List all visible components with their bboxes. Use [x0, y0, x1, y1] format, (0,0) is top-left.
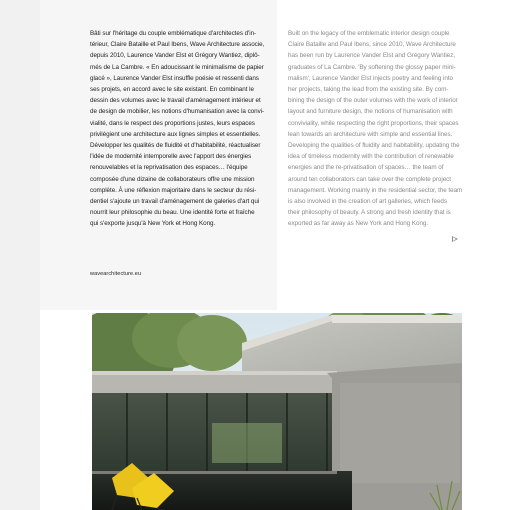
text-line: Bâti sur l'héritage du couple emblématique d'architectes d'in-: [90, 30, 257, 37]
text-line: conviviality, while respecting the right proportions, their spaces: [288, 119, 459, 127]
text-line: ses projets, en accord avec le site existant. En combinant le: [90, 86, 254, 94]
text-line: layout and furniture design, the notions of humanisation with: [288, 108, 453, 116]
text-line: Développer les qualités de fluidité et d'habitabilité, réactualiser: [90, 142, 261, 150]
text-line: nourrit leur philosophie du beau. Une identité forte et fraîche: [90, 209, 255, 217]
text-line: privilégient une architecture aux lignes simples et essentielles.: [90, 130, 261, 138]
text-line: their philosophy of beauty. A strong and fresh identity that is: [288, 209, 451, 217]
text-line: complète. À une réflexion majoritaire dans le secteur du rési-: [90, 186, 257, 194]
text-line: energies and the re-privatisation of spaces… the team of: [288, 164, 444, 172]
text-line: vialité, dans le respect des proportions justes, leurs espaces: [90, 119, 255, 127]
text-line: is also involved in the creation of art galleries, which feeds: [288, 198, 447, 206]
text-line: exported as far away as New York and Hong Kong.: [288, 220, 429, 228]
text-line: Claire Bataille and Paul Ibens, since 2010, Wave Architecture: [288, 41, 456, 49]
text-line: idea of timeless modernity with the contribution of renewable: [288, 153, 454, 161]
text-line: Built on the legacy of the emblematic interior design couple: [288, 30, 450, 37]
french-text-column: [90, 28, 272, 230]
text-line: de design de mobilier, les notions d'humanisation avec la convi-: [90, 108, 265, 116]
text-line: composée d'une dizaine de collaborateurs offre une mission: [90, 175, 255, 183]
text-line: malism', Laurence Vander Elst injects poetry and feeling into: [288, 74, 453, 82]
english-paragraph: [288, 28, 466, 230]
english-text-column: [288, 28, 466, 230]
garden-reflection: [212, 423, 282, 463]
text-line: dentiel s'ajoute un travail d'aménagement de galeries d'art qui: [90, 198, 260, 206]
text-line: qui s'exporte jusqu'à New York et Hong Kong.: [90, 220, 216, 228]
house-photo: [92, 313, 462, 510]
text-line: around ten collaborators can take over the complete project: [288, 175, 451, 183]
text-line: depuis 2010, Laurence Vander Elst et Grégory Wantiez, diplô-: [90, 52, 260, 60]
end-of-article-arrow-icon: [452, 236, 458, 242]
text-line: dessin des volumes avec le travail d'aménagement intérieur et: [90, 97, 261, 105]
text-line: térieur, Claire Bataille et Paul Ibens, Wave Architecture associe,: [90, 41, 265, 49]
house-illustration: [92, 313, 462, 510]
text-line: bining the design of the outer volumes with the work of interior: [288, 97, 458, 105]
text-line: lean towards an architecture with simple and essential lines.: [288, 130, 453, 138]
french-paragraph: [90, 28, 272, 230]
text-line: més de La Cambre. « En adoucissant le minimalisme de papier: [90, 63, 264, 71]
text-line: management. Working mainly in the residential sector, the team: [288, 186, 463, 194]
text-line: has been run by Laurence Vander Elst and Grégory Wantiez,: [288, 52, 455, 60]
website-credit[interactable]: wavearchitecture.eu: [90, 271, 142, 277]
text-line: l'idée de modernité intemporelle avec l'apport des énergies: [90, 153, 252, 161]
text-line: renouvelables et la reprivatisation des espaces… l'équipe: [90, 164, 248, 172]
text-line: Developing the qualities of fluidity and habitability, updating the: [288, 142, 460, 150]
text-line: graduates of La Cambre. 'By softening the glossy paper mini-: [288, 63, 456, 71]
page-gutter: [0, 0, 40, 510]
text-line: her projects, taking the lead from the existing site. By com-: [288, 86, 449, 94]
text-line: glacé », Laurence Vander Elst insuffle poésie et ressenti dans: [90, 74, 259, 82]
